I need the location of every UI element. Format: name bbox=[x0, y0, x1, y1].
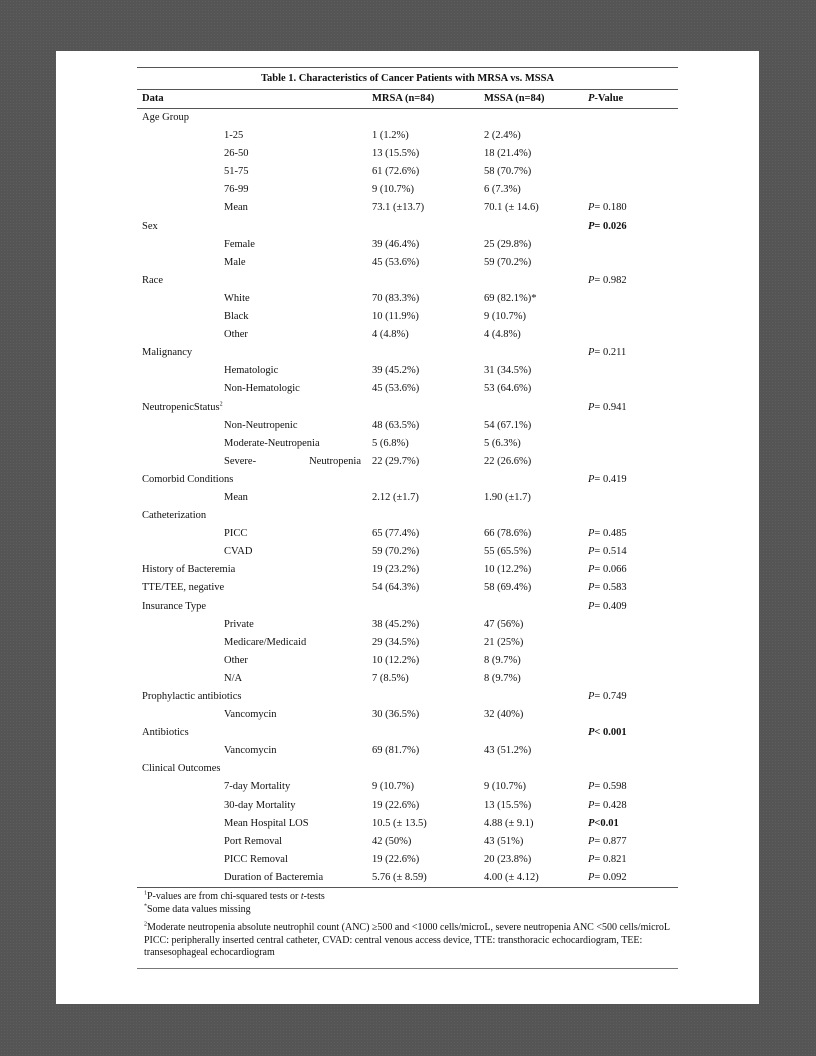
table-row bbox=[137, 833, 678, 851]
row-label bbox=[224, 742, 277, 760]
p-value-text: = 0.941 bbox=[594, 401, 627, 413]
table-row bbox=[137, 670, 678, 688]
mrsa-value: 59 (70.2%) bbox=[372, 546, 420, 558]
mrsa-value: 22 (29.7%) bbox=[372, 455, 420, 467]
footnote-text: Some data values missing bbox=[147, 903, 251, 915]
table-row bbox=[137, 399, 678, 417]
table-row bbox=[137, 127, 678, 145]
mrsa-value: 38 (45.2%) bbox=[372, 618, 420, 630]
footnote-text: Moderate neutropenia absolute neutrophil count (ANC) ≥500 and <1000 cells/microL, severe neutropenia ANC <500 cells/microL bbox=[147, 922, 671, 934]
footnote bbox=[144, 922, 678, 935]
mrsa-value: 30 (36.5%) bbox=[372, 709, 420, 721]
table-row bbox=[137, 199, 678, 217]
p-value bbox=[588, 815, 619, 833]
mrsa-value: 7 (8.5%) bbox=[372, 672, 409, 684]
mrsa-value: 65 (77.4%) bbox=[372, 528, 420, 540]
p-symbol: P bbox=[588, 528, 595, 540]
p-symbol: P bbox=[588, 564, 595, 576]
mrsa-value: 19 (22.6%) bbox=[372, 799, 420, 811]
p-value bbox=[588, 471, 627, 489]
row-label bbox=[224, 326, 248, 344]
row-label bbox=[142, 471, 233, 489]
footnote-marker: 2 bbox=[144, 921, 147, 928]
mssa-value: 20 (23.8%) bbox=[484, 853, 532, 865]
mrsa-value: 73.1 (±13.7) bbox=[372, 202, 425, 214]
mrsa-value: 45 (53.6%) bbox=[372, 383, 420, 395]
row-label bbox=[224, 670, 242, 688]
table-title: Table 1. Characteristics of Cancer Patients with MRSA vs. MSSA bbox=[260, 73, 555, 84]
row-label-text: Port Removal bbox=[224, 835, 283, 847]
row-label bbox=[224, 652, 248, 670]
p-symbol: P bbox=[588, 274, 595, 286]
p-value-text: = 0.428 bbox=[594, 799, 627, 811]
row-label-text: Prophylactic antibiotics bbox=[142, 691, 242, 702]
table-row bbox=[137, 634, 678, 652]
table-row bbox=[137, 109, 678, 127]
row-label bbox=[142, 399, 223, 417]
row-label-text: Comorbid Conditions bbox=[142, 473, 234, 485]
footnote-text: P-values are from chi-squared tests or bbox=[147, 891, 301, 903]
mrsa-value: 4 (4.8%) bbox=[372, 329, 409, 341]
row-label-text: 26-50 bbox=[224, 148, 249, 160]
table-row bbox=[137, 218, 678, 236]
header-pvalue-rest: -Value bbox=[594, 93, 624, 104]
mrsa-value: 39 (46.4%) bbox=[372, 238, 420, 250]
p-value-text: = 0.749 bbox=[594, 691, 627, 702]
footnote-text: PICC: peripherally inserted central catheter, CVAD: central venous access device, TTE: transthoracic echocardiogram, TEE: transesophageal echocardiogram bbox=[144, 934, 643, 959]
row-label-text: NeutropenicStatus bbox=[142, 401, 220, 413]
row-label-text: Non-Hematologic bbox=[224, 383, 300, 395]
table-row bbox=[137, 236, 678, 254]
p-value bbox=[588, 579, 627, 597]
row-label bbox=[224, 815, 309, 833]
p-value-text: = 0.409 bbox=[594, 600, 627, 612]
header-data: Data bbox=[142, 93, 164, 104]
row-label-text: 1-25 bbox=[224, 130, 244, 142]
p-value-text: = 0.419 bbox=[594, 473, 627, 485]
table-row bbox=[137, 380, 678, 398]
mrsa-value: 39 (45.2%) bbox=[372, 365, 420, 377]
table-row bbox=[137, 362, 678, 380]
row-label bbox=[224, 435, 320, 453]
p-value-text: = 0.821 bbox=[594, 853, 627, 865]
table-row bbox=[137, 815, 678, 833]
table-row bbox=[137, 254, 678, 272]
mssa-value: 31 (34.5%) bbox=[484, 365, 532, 377]
row-label bbox=[224, 634, 306, 652]
p-symbol: P bbox=[588, 600, 595, 612]
table-row bbox=[137, 163, 678, 181]
table-row bbox=[137, 851, 678, 869]
p-value bbox=[588, 525, 627, 543]
row-label-text: Age Group bbox=[142, 112, 189, 123]
row-label-text: 30-day Mortality bbox=[224, 799, 296, 811]
row-label-text: Hematologic bbox=[224, 365, 279, 377]
table-row bbox=[137, 344, 678, 362]
row-label bbox=[142, 598, 206, 616]
p-value bbox=[588, 561, 627, 579]
table-row bbox=[137, 543, 678, 561]
mssa-value: 21 (25%) bbox=[484, 636, 524, 648]
mssa-value: 6 (7.3%) bbox=[484, 184, 521, 196]
row-label bbox=[224, 869, 323, 887]
p-value-text: = 0.066 bbox=[594, 564, 627, 576]
p-value-text: = 0.982 bbox=[594, 274, 627, 286]
mrsa-value: 10 (11.9%) bbox=[372, 311, 419, 323]
table-row bbox=[137, 507, 678, 525]
mrsa-value: 10.5 (± 13.5) bbox=[372, 817, 427, 829]
p-symbol: P bbox=[588, 691, 595, 702]
row-label-text: White bbox=[224, 292, 250, 304]
table-row bbox=[137, 471, 678, 489]
p-value-text: = 0.092 bbox=[594, 871, 627, 883]
mrsa-value: 29 (34.5%) bbox=[372, 636, 420, 648]
p-symbol: P bbox=[588, 401, 595, 413]
mssa-value: 58 (69.4%) bbox=[484, 582, 532, 594]
table-body bbox=[137, 109, 678, 887]
row-label bbox=[224, 706, 277, 724]
mssa-value: 10 (12.2%) bbox=[484, 564, 532, 576]
mssa-value: 54 (67.1%) bbox=[484, 419, 532, 431]
footnote-marker: 1 bbox=[144, 890, 147, 897]
table-row bbox=[137, 181, 678, 199]
table-row bbox=[137, 598, 678, 616]
mssa-value: 47 (56%) bbox=[484, 618, 524, 630]
row-label bbox=[224, 833, 282, 851]
table-row bbox=[137, 652, 678, 670]
row-label bbox=[224, 236, 255, 254]
row-label-text: Clinical Outcomes bbox=[142, 763, 221, 775]
table-row bbox=[137, 417, 678, 435]
row-label-text: Non-Neutropenic bbox=[224, 419, 298, 431]
row-label bbox=[224, 417, 297, 435]
table-row bbox=[137, 326, 678, 344]
mssa-value: 5 (6.3%) bbox=[484, 437, 521, 449]
p-value-text: = 0.180 bbox=[594, 202, 627, 214]
p-value bbox=[588, 688, 627, 706]
table-header-row bbox=[137, 90, 678, 108]
row-label-text: Other bbox=[224, 329, 248, 341]
table-row bbox=[137, 525, 678, 543]
row-label-part: Neutropenia bbox=[309, 455, 361, 467]
footnote bbox=[144, 904, 678, 917]
mssa-value: 18 (21.4%) bbox=[484, 148, 532, 160]
row-label-text: Insurance Type bbox=[142, 600, 207, 612]
table-row bbox=[137, 616, 678, 634]
mssa-value: 8 (9.7%) bbox=[484, 672, 521, 684]
row-label-text: N/A bbox=[224, 672, 243, 684]
p-value bbox=[588, 199, 627, 217]
characteristics-table bbox=[137, 67, 678, 969]
p-symbol: P bbox=[588, 853, 595, 865]
mrsa-value: 70 (83.3%) bbox=[372, 292, 420, 304]
row-label-text: Sex bbox=[142, 220, 158, 232]
p-value bbox=[588, 543, 627, 561]
row-label-text: Mean Hospital LOS bbox=[224, 817, 309, 829]
row-label bbox=[142, 109, 189, 127]
row-label bbox=[224, 489, 248, 507]
mssa-value: 13 (15.5%) bbox=[484, 799, 532, 811]
row-label-part: Severe- bbox=[224, 455, 257, 467]
mrsa-value: 69 (81.7%) bbox=[372, 745, 420, 757]
document-page bbox=[56, 51, 759, 1004]
p-symbol: P bbox=[588, 871, 595, 883]
row-label-text: PICC bbox=[224, 528, 248, 540]
mssa-value: 70.1 (± 14.6) bbox=[484, 202, 539, 214]
row-label-text: Black bbox=[224, 311, 249, 323]
row-label-text: Duration of Bacteremia bbox=[224, 871, 324, 883]
row-label-text: Mean bbox=[224, 491, 248, 503]
mssa-value: 69 (82.1%)* bbox=[484, 292, 537, 304]
p-value-text: < 0.001 bbox=[594, 727, 627, 739]
p-value-text: = 0.514 bbox=[594, 546, 627, 558]
mssa-value: 58 (70.7%) bbox=[484, 166, 532, 178]
p-value-text: = 0.583 bbox=[594, 582, 627, 594]
row-label bbox=[142, 724, 189, 742]
footnote-marker: * bbox=[144, 903, 147, 910]
p-value bbox=[588, 598, 627, 616]
p-symbol: P bbox=[588, 546, 595, 558]
row-label-text: 51-75 bbox=[224, 166, 249, 178]
row-label bbox=[224, 380, 300, 398]
mrsa-value: 19 (23.2%) bbox=[372, 564, 420, 576]
p-value bbox=[588, 797, 627, 815]
row-label-text: Vancomycin bbox=[224, 709, 277, 721]
table-row bbox=[137, 290, 678, 308]
row-label bbox=[224, 308, 249, 326]
header-mssa: MSSA (n=84) bbox=[484, 93, 545, 104]
table-row bbox=[137, 453, 678, 471]
mrsa-value: 45 (53.6%) bbox=[372, 256, 420, 268]
footnote bbox=[144, 935, 678, 960]
table-row bbox=[137, 797, 678, 815]
p-symbol: P bbox=[588, 347, 595, 359]
mrsa-value: 42 (50%) bbox=[372, 835, 412, 847]
row-label bbox=[224, 525, 247, 543]
p-value-text: = 0.877 bbox=[594, 835, 627, 847]
mssa-value: 4.00 (± 4.12) bbox=[484, 871, 539, 883]
footnote-text-after: -tests bbox=[303, 891, 325, 903]
p-value bbox=[588, 272, 627, 290]
table-row bbox=[137, 561, 678, 579]
mssa-value: 32 (40%) bbox=[484, 709, 524, 721]
p-value bbox=[588, 778, 627, 796]
p-symbol: P bbox=[588, 799, 595, 811]
mrsa-value: 61 (72.6%) bbox=[372, 166, 420, 178]
row-label bbox=[224, 453, 361, 471]
header-mrsa: MRSA (n=84) bbox=[372, 93, 435, 104]
mssa-value: 8 (9.7%) bbox=[484, 654, 521, 666]
footnote-marker: 2 bbox=[219, 401, 223, 407]
mssa-value: 2 (2.4%) bbox=[484, 130, 521, 142]
table-row bbox=[137, 145, 678, 163]
p-value bbox=[588, 833, 627, 851]
row-label-text: Female bbox=[224, 238, 255, 250]
row-label bbox=[224, 181, 249, 199]
p-value-text: = 0.598 bbox=[594, 781, 627, 793]
mrsa-value: 1 (1.2%) bbox=[372, 130, 409, 142]
table-row bbox=[137, 435, 678, 453]
row-label-text: Mean bbox=[224, 202, 248, 214]
table-row bbox=[137, 778, 678, 796]
row-label bbox=[224, 145, 249, 163]
row-label bbox=[142, 561, 235, 579]
row-label-text: CVAD bbox=[224, 546, 253, 558]
footnote-italic: t bbox=[300, 891, 304, 903]
mrsa-value: 2.12 (±1.7) bbox=[372, 491, 419, 503]
mrsa-value: 13 (15.5%) bbox=[372, 148, 420, 160]
row-label bbox=[142, 688, 241, 706]
mrsa-value: 54 (64.3%) bbox=[372, 582, 420, 594]
row-label bbox=[224, 543, 252, 561]
mssa-value: 55 (65.5%) bbox=[484, 546, 532, 558]
table-row bbox=[137, 579, 678, 597]
mssa-value: 53 (64.6%) bbox=[484, 383, 532, 395]
row-label bbox=[142, 579, 224, 597]
p-value bbox=[588, 218, 627, 236]
mssa-value: 59 (70.2%) bbox=[484, 256, 532, 268]
row-label-text: History of Bacteremia bbox=[142, 564, 236, 576]
table-row bbox=[137, 869, 678, 887]
mrsa-value: 9 (10.7%) bbox=[372, 184, 414, 196]
mssa-value: 43 (51.2%) bbox=[484, 745, 532, 757]
mssa-value: 4 (4.8%) bbox=[484, 329, 521, 341]
mrsa-value: 5.76 (± 8.59) bbox=[372, 871, 427, 883]
row-label bbox=[224, 290, 250, 308]
p-value bbox=[588, 724, 627, 742]
mssa-value: 9 (10.7%) bbox=[484, 311, 526, 323]
p-value bbox=[588, 344, 626, 362]
footnotes bbox=[137, 888, 678, 960]
row-label bbox=[142, 507, 206, 525]
row-label bbox=[142, 218, 158, 236]
footnote bbox=[144, 891, 678, 904]
mssa-value: 22 (26.6%) bbox=[484, 455, 532, 467]
row-label-text: Moderate-Neutropenia bbox=[224, 437, 320, 449]
table-row bbox=[137, 706, 678, 724]
p-value-text: = 0.026 bbox=[594, 220, 627, 232]
mrsa-value: 19 (22.6%) bbox=[372, 853, 420, 865]
mssa-value: 1.90 (±1.7) bbox=[484, 491, 531, 503]
table-row bbox=[137, 724, 678, 742]
row-label-text: Vancomycin bbox=[224, 745, 277, 757]
row-label bbox=[224, 778, 290, 796]
table-row bbox=[137, 308, 678, 326]
row-label bbox=[224, 616, 254, 634]
p-symbol: P bbox=[588, 817, 595, 829]
mssa-value: 4.88 (± 9.1) bbox=[484, 817, 534, 829]
mrsa-value: 9 (10.7%) bbox=[372, 781, 414, 793]
p-symbol: P bbox=[588, 220, 595, 232]
row-label bbox=[224, 797, 295, 815]
p-value bbox=[588, 851, 627, 869]
p-symbol: P bbox=[588, 582, 595, 594]
p-value-text: = 0.211 bbox=[594, 347, 627, 359]
p-value-text: = 0.485 bbox=[594, 528, 627, 540]
row-label-text: Catheterization bbox=[142, 510, 207, 522]
row-label bbox=[142, 760, 220, 778]
table-row bbox=[137, 489, 678, 507]
table-row bbox=[137, 688, 678, 706]
row-label-text: Race bbox=[142, 274, 163, 286]
table-row bbox=[137, 272, 678, 290]
row-label-text: Other bbox=[224, 654, 248, 666]
mssa-value: 43 (51%) bbox=[484, 835, 524, 847]
row-label-text: 7-day Mortality bbox=[224, 781, 291, 793]
table-row bbox=[137, 742, 678, 760]
row-label bbox=[224, 163, 249, 181]
p-symbol: P bbox=[588, 727, 595, 739]
mssa-value: 9 (10.7%) bbox=[484, 781, 526, 793]
p-value bbox=[588, 399, 627, 417]
row-label bbox=[224, 254, 246, 272]
row-label-text: PICC Removal bbox=[224, 853, 288, 865]
end-rule bbox=[137, 968, 678, 969]
mrsa-value: 5 (6.8%) bbox=[372, 437, 409, 449]
row-label-text: Medicare/Medicaid bbox=[224, 636, 307, 648]
header-pvalue bbox=[588, 90, 623, 108]
row-label bbox=[224, 127, 243, 145]
row-label bbox=[224, 851, 288, 869]
row-label bbox=[142, 344, 192, 362]
mrsa-value: 10 (12.2%) bbox=[372, 654, 420, 666]
row-label bbox=[142, 272, 163, 290]
row-label-text: Malignancy bbox=[142, 347, 193, 359]
p-value-text: <0.01 bbox=[594, 817, 619, 829]
mrsa-value: 48 (63.5%) bbox=[372, 419, 420, 431]
p-symbol: P bbox=[588, 202, 595, 214]
p-symbol: P bbox=[588, 781, 595, 793]
row-label bbox=[224, 199, 248, 217]
row-label-text: TTE/TEE, negative bbox=[142, 582, 225, 594]
row-label-text: 76-99 bbox=[224, 184, 249, 196]
mssa-value: 66 (78.6%) bbox=[484, 528, 532, 540]
p-symbol: P bbox=[588, 835, 595, 847]
row-label bbox=[224, 362, 278, 380]
row-label-text: Male bbox=[224, 256, 246, 268]
p-value bbox=[588, 869, 627, 887]
table-row bbox=[137, 760, 678, 778]
row-label-text: Private bbox=[224, 618, 254, 630]
p-symbol: P bbox=[588, 473, 595, 485]
row-label-text: Antibiotics bbox=[142, 727, 189, 739]
header-pvalue-italic: P bbox=[588, 93, 595, 104]
mssa-value: 25 (29.8%) bbox=[484, 238, 532, 250]
